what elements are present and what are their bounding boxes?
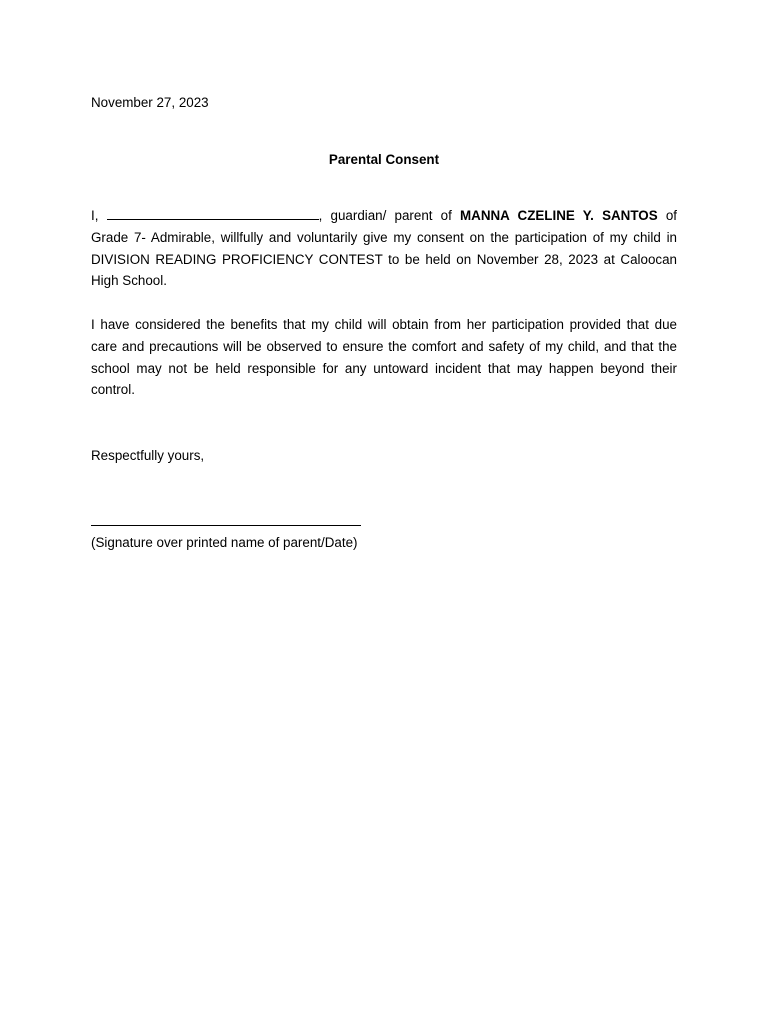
- signature-line: [91, 525, 361, 526]
- paragraph-prefix: I,: [91, 208, 99, 223]
- signature-caption: (Signature over printed name of parent/Date): [91, 535, 358, 550]
- consent-paragraph: [91, 205, 677, 292]
- guardian-name-blank: [107, 206, 319, 220]
- student-name: MANNA CZELINE Y. SANTOS: [460, 208, 658, 223]
- paragraph-rest: of Grade 7- Admirable, willfully and voluntarily give my consent on the participation of my child in DIVISION READING PROFICIENCY CONTEST to be held on November 28, 2023 at Caloocan High School.: [91, 208, 677, 289]
- benefits-text: I have considered the benefits that my child will obtain from her participation provided that due care and precautions will be observed to ensure the comfort and safety of my child, and that the school may not be held responsible for any untoward incident that may happen beyond their control.: [91, 317, 677, 398]
- letter-title: Parental Consent: [328, 152, 440, 167]
- closing-line: Respectfully yours,: [91, 448, 205, 463]
- benefits-paragraph: [91, 314, 677, 401]
- paragraph-guardian-text: , guardian/ parent of: [318, 208, 452, 223]
- letter-date: November 27, 2023: [91, 95, 209, 110]
